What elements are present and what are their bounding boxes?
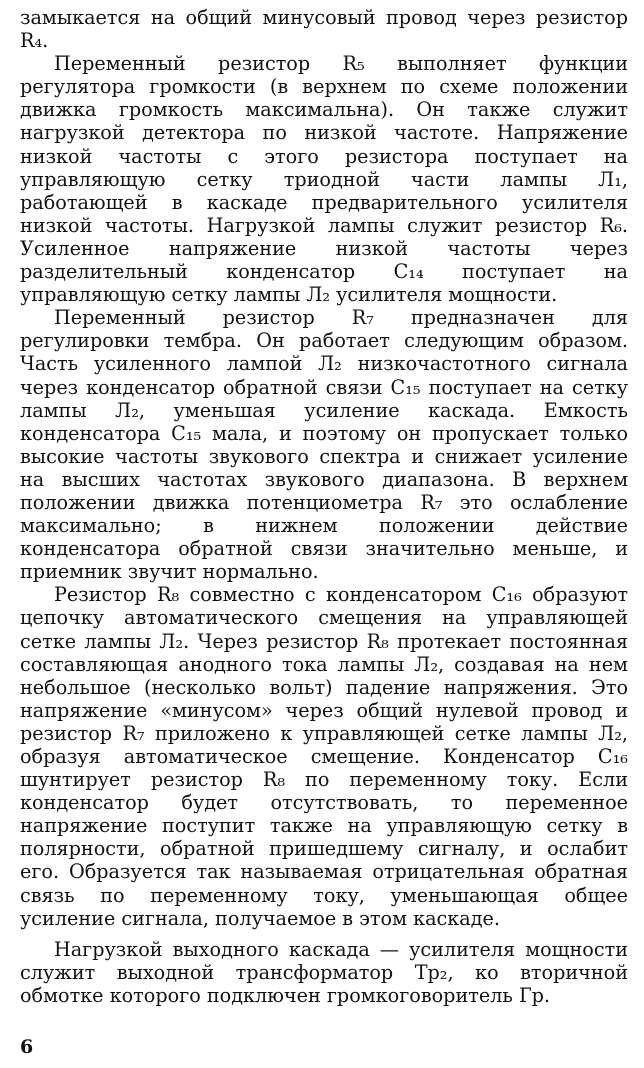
- page-body: [20, 6, 628, 1007]
- paragraph-continuation: замыкается на общий минусовый провод через резистор R₄.: [20, 6, 628, 53]
- paragraph-volume-control: Переменный резистор R₅ выполняет функции регулятора громкости (в верхнем по схеме положении движка громкость максимальна). Он также служит нагрузкой детектора по низкой частоте. Напряжение низкой частоты с этого резистора поступает на управляющую сетку триодной части лампы Л₁, работающей в каскаде предварительного усилителя низкой частоты. Нагрузкой лампы служит резистор R₆. Усиленное напряжение низкой частоты через разделительный конденсатор C₁₄ поступает на управляющую сетку лампы Л₂ усилителя мощности.: [20, 52, 628, 307]
- paragraph-auto-bias: Резистор R₈ совместно с конденсатором C₁₆ образуют цепочку автоматического смещения на управляющей сетке лампы Л₂. Через резистор R₈ протекает постоянная составляющая анодного тока лампы Л₂, создавая на нем небольшое (несколько вольт) падение напряжения. Это напряжение «минусом» через общий нулевой провод и резистор R₇ приложено к управляющей сетке лампы Л₂, образуя автоматическое смещение. Конденсатор C₁₆ шунтирует резистор R₈ по переменному току. Если конденсатор будет отсутствовать, то переменное напряжение поступит также на управляющую сетку в полярности, обратной пришедшему сигналу, и ослабит его. Образуется так называемая отрицательная обратная связь по переменному току, уменьшающая общее усиление сигнала, получаемое в этом каскаде.: [20, 583, 628, 930]
- paragraph-tone-control: Переменный резистор R₇ предназначен для регулировки тембра. Он работает следующим образом. Часть усиленного лампой Л₂ низкочастотного сигнала через конденсатор обратной связи C₁₅ поступает на сетку лампы Л₂, уменьшая усиление каскада. Емкость конденсатора C₁₅ мала, и поэтому он пропускает только высокие частоты звукового спектра и снижает усиление на высших частотах звукового диапазона. В верхнем положении движка потенциометра R₇ это ослабление максимально; в нижнем положении действие конденсатора обратной связи значительно меньше, и приемник звучит нормально.: [20, 306, 628, 584]
- page-number: 6: [20, 1036, 34, 1058]
- paragraph-output-stage: Нагрузкой выходного каскада — усилителя мощности служит выходной трансформатор Tp₂, ко вторичной обмотке которого подключен громкоговоритель Гр.: [20, 937, 628, 1007]
